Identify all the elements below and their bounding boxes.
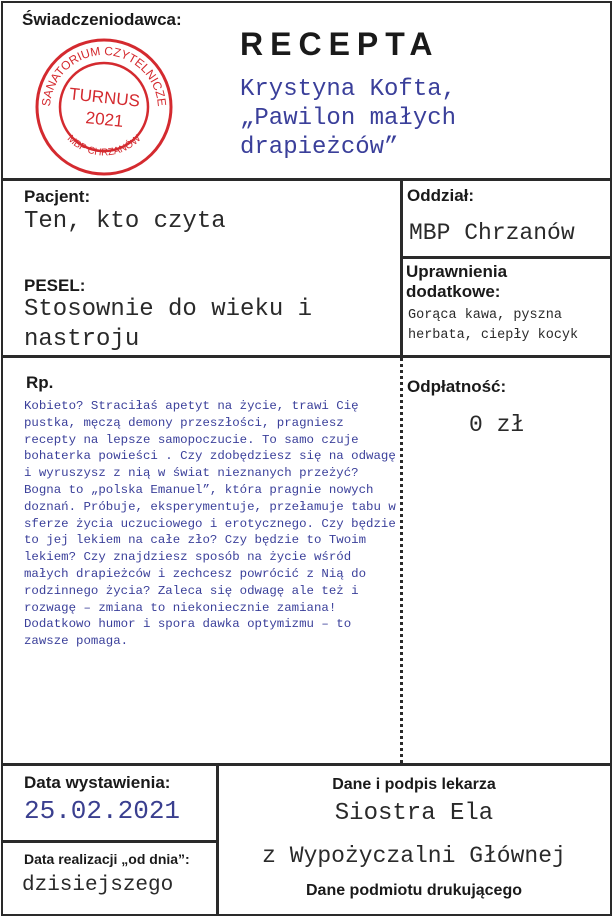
pesel-value: Stosownie do wieku i nastroju bbox=[24, 296, 313, 353]
provider-stamp bbox=[32, 37, 177, 177]
divider-header bbox=[1, 178, 612, 181]
pesel-label: PESEL: bbox=[24, 276, 86, 295]
rp-label: Rp. bbox=[26, 373, 54, 392]
patient-label: Pacjent: bbox=[24, 187, 91, 206]
payment-label: Odpłatność: bbox=[407, 377, 507, 396]
issue-date-label: Data wystawienia: bbox=[24, 773, 171, 792]
payment-value: 0 zł bbox=[469, 412, 525, 438]
realization-date-value: dzisiejszego bbox=[22, 874, 174, 897]
doctor-name: Siostra Ela bbox=[334, 800, 494, 827]
book-title: Krystyna Kofta, „Pawilon małych drapieżców” bbox=[240, 76, 457, 161]
svg-text:MBP CHRZANÓW bbox=[65, 133, 144, 159]
stamp-center-line2: 2021 bbox=[84, 108, 125, 131]
entitlements-label: Uprawnienia dodatkowe: bbox=[406, 262, 508, 301]
divider-vertical-top bbox=[400, 178, 403, 358]
doctor-label: Dane i podpis lekarza bbox=[332, 776, 496, 793]
divider-body bbox=[1, 355, 612, 358]
issuer-label: Świadczeniodawca: bbox=[22, 10, 182, 29]
document-title: RECEPTA bbox=[240, 26, 440, 62]
rp-text: Kobieto? Straciłaś apetyt na życie, trawi Cię pustka, męczą demony przeszłości, pragniesz recepty na lepsze samopoczucie. To samo czuje bohaterka powieści . Czy zdobędziesz się na odwagę i wyruszysz z nią w świat nieznanych przeżyć? Bogna to „polska Emanuel”, która pragnie nowych doznań. Próbuje, eksperymentuje, przełamuje tabu w sferze życia uczuciowego i erotycznego. Czy będzie to jej lekiem na całe zło? Czy będzie to Twoim lekiem? Czy znajdziesz sposób na życie wśród małych drapieżców i zechcesz powrócić z Nią do rodzinnego życia? Zaleca się odwagę ale też i rozwagę – zmiana to niekoniecznie zamiana! Dodatkowo humor i spora dawka optymizmu – to zawsze pomaga. bbox=[24, 399, 396, 649]
divider-footer bbox=[1, 763, 612, 766]
realization-date-label: Data realizacji „od dnia”: bbox=[24, 851, 190, 867]
doctor-from: z Wypożyczalni Głównej bbox=[262, 843, 566, 869]
department-value: MBP Chrzanów bbox=[409, 220, 575, 246]
issue-date-value: 25.02.2021 bbox=[24, 796, 181, 826]
divider-department bbox=[400, 256, 612, 259]
divider-dotted bbox=[400, 358, 403, 763]
stamp-ring-bottom: MBP CHRZANÓW bbox=[64, 133, 144, 159]
entitlements-value: Gorąca kawa, pyszna herbata, ciepły kocyk bbox=[408, 308, 579, 343]
divider-dates bbox=[1, 840, 218, 843]
printer-label: Dane podmiotu drukującego bbox=[305, 882, 522, 899]
stamp-ring-top: SANATORIUM CZYTELNICZE bbox=[38, 43, 170, 107]
stamp-center-line1: TURNUS bbox=[68, 84, 141, 111]
department-label: Oddział: bbox=[407, 186, 475, 205]
patient-value: Ten, kto czyta bbox=[24, 208, 226, 235]
